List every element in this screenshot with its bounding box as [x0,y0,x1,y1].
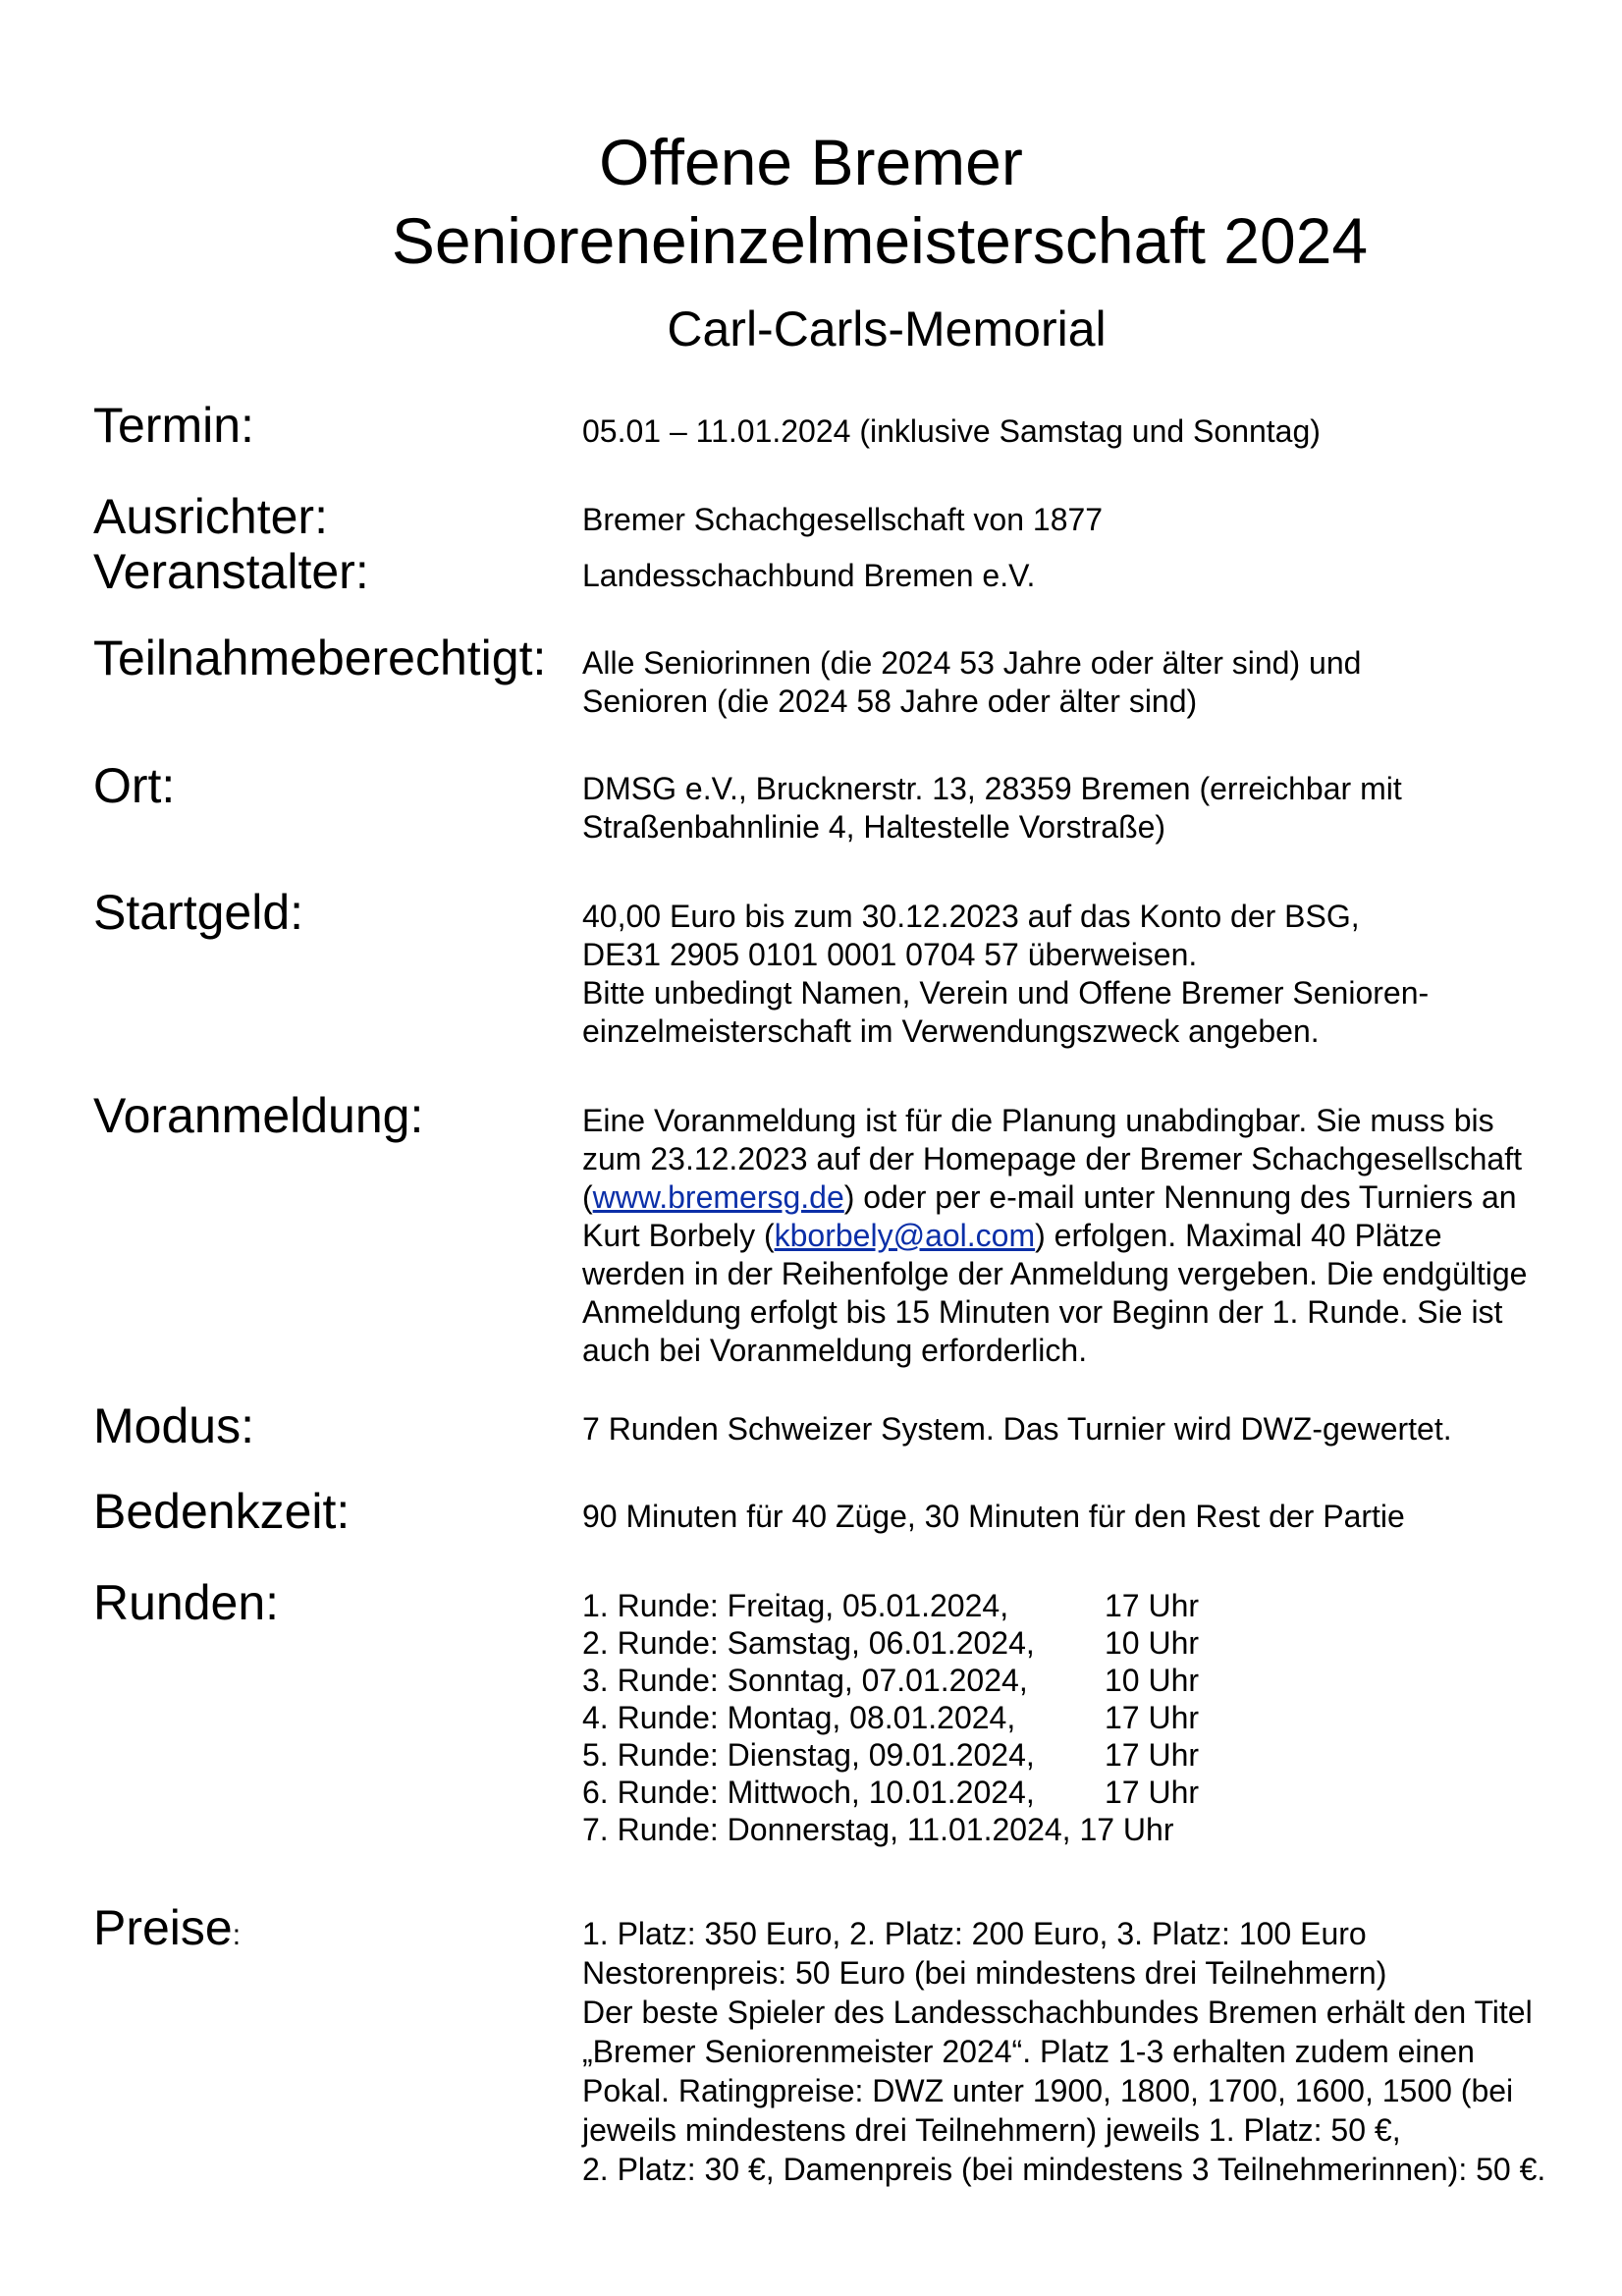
preise-line: jeweils mindestens drei Teilnehmern) jeweils 1. Platz: 50 €, [582,2112,1401,2148]
teilnahme-line: Senioren (die 2024 58 Jahre oder älter sind) [582,683,1198,719]
round-time: 17 Uhr [1105,1775,1200,1810]
voranmeldung-value [582,1102,1603,1370]
voranmeldung-line: werden in der Reihenfolge der Anmeldung vergeben. Die endgültige [582,1256,1528,1291]
round-day: 2. Runde: Samstag, 06.01.2024, [582,1625,1035,1661]
text-fragment: ( [582,1179,593,1215]
round-time: 10 Uhr [1105,1663,1200,1698]
voranmeldung-line: Anmeldung erfolgt bis 15 Minuten vor Beginn der 1. Runde. Sie ist [582,1294,1503,1330]
text-fragment: ) erfolgen. Maximal 40 Plätze [1035,1218,1442,1253]
voranmeldung-label: Voranmeldung: [93,1088,424,1143]
preise-label-text: Preise [93,1900,233,1955]
preise-line: Pokal. Ratingpreise: DWZ unter 1900, 1800, 1700, 1600, 1500 (bei [582,2073,1514,2108]
modus-label: Modus: [93,1398,254,1453]
teilnahme-value [582,644,1603,721]
subtitle: Carl-Carls-Memorial [667,301,1107,356]
voranmeldung-line: auch bei Voranmeldung erforderlich. [582,1333,1088,1368]
bedenkzeit-label: Bedenkzeit: [93,1484,351,1539]
website-link[interactable]: www.bremersg.de [592,1179,844,1215]
round-row [582,1736,1603,1774]
round-time: 17 Uhr [1105,1588,1200,1623]
voranmeldung-line: Eine Voranmeldung ist für die Planung unabdingbar. Sie muss bis [582,1103,1494,1138]
preise-value [582,1914,1603,2189]
preise-line: „Bremer Seniorenmeister 2024“. Platz 1-3 erhalten zudem einen [582,2034,1475,2069]
ort-line: DMSG e.V., Brucknerstr. 13, 28359 Bremen (erreichbar mit [582,771,1402,806]
startgeld-line: 40,00 Euro bis zum 30.12.2023 auf das Konto der BSG, [582,899,1360,934]
preise-line: 2. Platz: 30 €, Damenpreis (bei mindestens 3 Teilnehmerinnen): 50 €. [582,2152,1546,2187]
veranstalter-label: Veranstalter: [93,544,369,599]
teilnahme-label: Teilnahmeberechtigt: [93,630,547,685]
round-time: 17 Uhr [1105,1737,1200,1773]
teilnahme-line: Alle Seniorinnen (die 2024 53 Jahre oder älter sind) und [582,645,1362,681]
startgeld-line: Bitte unbedingt Namen, Verein und Offene Bremer Senioren- [582,975,1430,1011]
preise-line: 1. Platz: 350 Euro, 2. Platz: 200 Euro, 3. Platz: 100 Euro [582,1916,1367,1951]
ort-label: Ort: [93,758,176,813]
preise-label [93,1899,241,1964]
voranmeldung-line: zum 23.12.2023 auf der Homepage der Bremer Schachgesellschaft [582,1141,1522,1176]
round-day-last: 7. Runde: Donnerstag, 11.01.2024, 17 Uhr [582,1812,1174,1847]
round-day: 6. Runde: Mittwoch, 10.01.2024, [582,1775,1035,1810]
text-fragment: ) oder per e-mail unter Nennung des Turniers an [843,1179,1517,1215]
round-row [582,1624,1603,1662]
startgeld-line: DE31 2905 0101 0001 0704 57 überweisen. [582,937,1198,972]
voranmeldung-line [582,1178,1603,1217]
title-line-2: Senioreneinzelmeisterschaft 2024 [391,204,1369,277]
startgeld-label: Startgeld: [93,885,304,940]
preise-label-colon: : [232,1919,242,1951]
round-day: 3. Runde: Sonntag, 07.01.2024, [582,1663,1028,1698]
startgeld-line: einzelmeisterschaft im Verwendungszweck angeben. [582,1013,1320,1049]
round-row [582,1774,1603,1811]
startgeld-value [582,898,1603,1051]
veranstalter-value: Landesschachbund Bremen e.V. [582,558,1036,593]
round-row [582,1699,1603,1736]
voranmeldung-line [582,1217,1603,1255]
preise-line: Nestorenpreis: 50 Euro (bei mindestens drei Teilnehmern) [582,1955,1387,1991]
modus-value: 7 Runden Schweizer System. Das Turnier wird DWZ-gewertet. [582,1411,1452,1447]
runden-label: Runden: [93,1575,280,1630]
round-row [582,1587,1603,1624]
round-time: 17 Uhr [1105,1700,1200,1735]
preise-line: Der beste Spieler des Landesschachbundes Bremen erhält den Titel [582,1995,1533,2030]
round-row [582,1662,1603,1699]
email-link[interactable]: kborbely@aol.com [774,1218,1036,1253]
round-day: 4. Runde: Montag, 08.01.2024, [582,1700,1016,1735]
ausrichter-label: Ausrichter: [93,489,328,544]
title-line-1: Offene Bremer [599,126,1023,198]
round-day: 1. Runde: Freitag, 05.01.2024, [582,1588,1009,1623]
ort-value [582,770,1603,847]
text-fragment: Kurt Borbely ( [582,1218,775,1253]
bedenkzeit-value: 90 Minuten für 40 Züge, 30 Minuten für den Rest der Partie [582,1499,1405,1534]
round-time: 10 Uhr [1105,1625,1200,1661]
termin-value: 05.01 – 11.01.2024 (inklusive Samstag und Sonntag) [582,413,1321,449]
runden-value [582,1587,1603,1848]
round-row [582,1811,1603,1848]
ort-line: Straßenbahnlinie 4, Haltestelle Vorstraße) [582,809,1166,845]
round-day: 5. Runde: Dienstag, 09.01.2024, [582,1737,1035,1773]
termin-label: Termin: [93,398,254,453]
ausrichter-value: Bremer Schachgesellschaft von 1877 [582,502,1104,537]
